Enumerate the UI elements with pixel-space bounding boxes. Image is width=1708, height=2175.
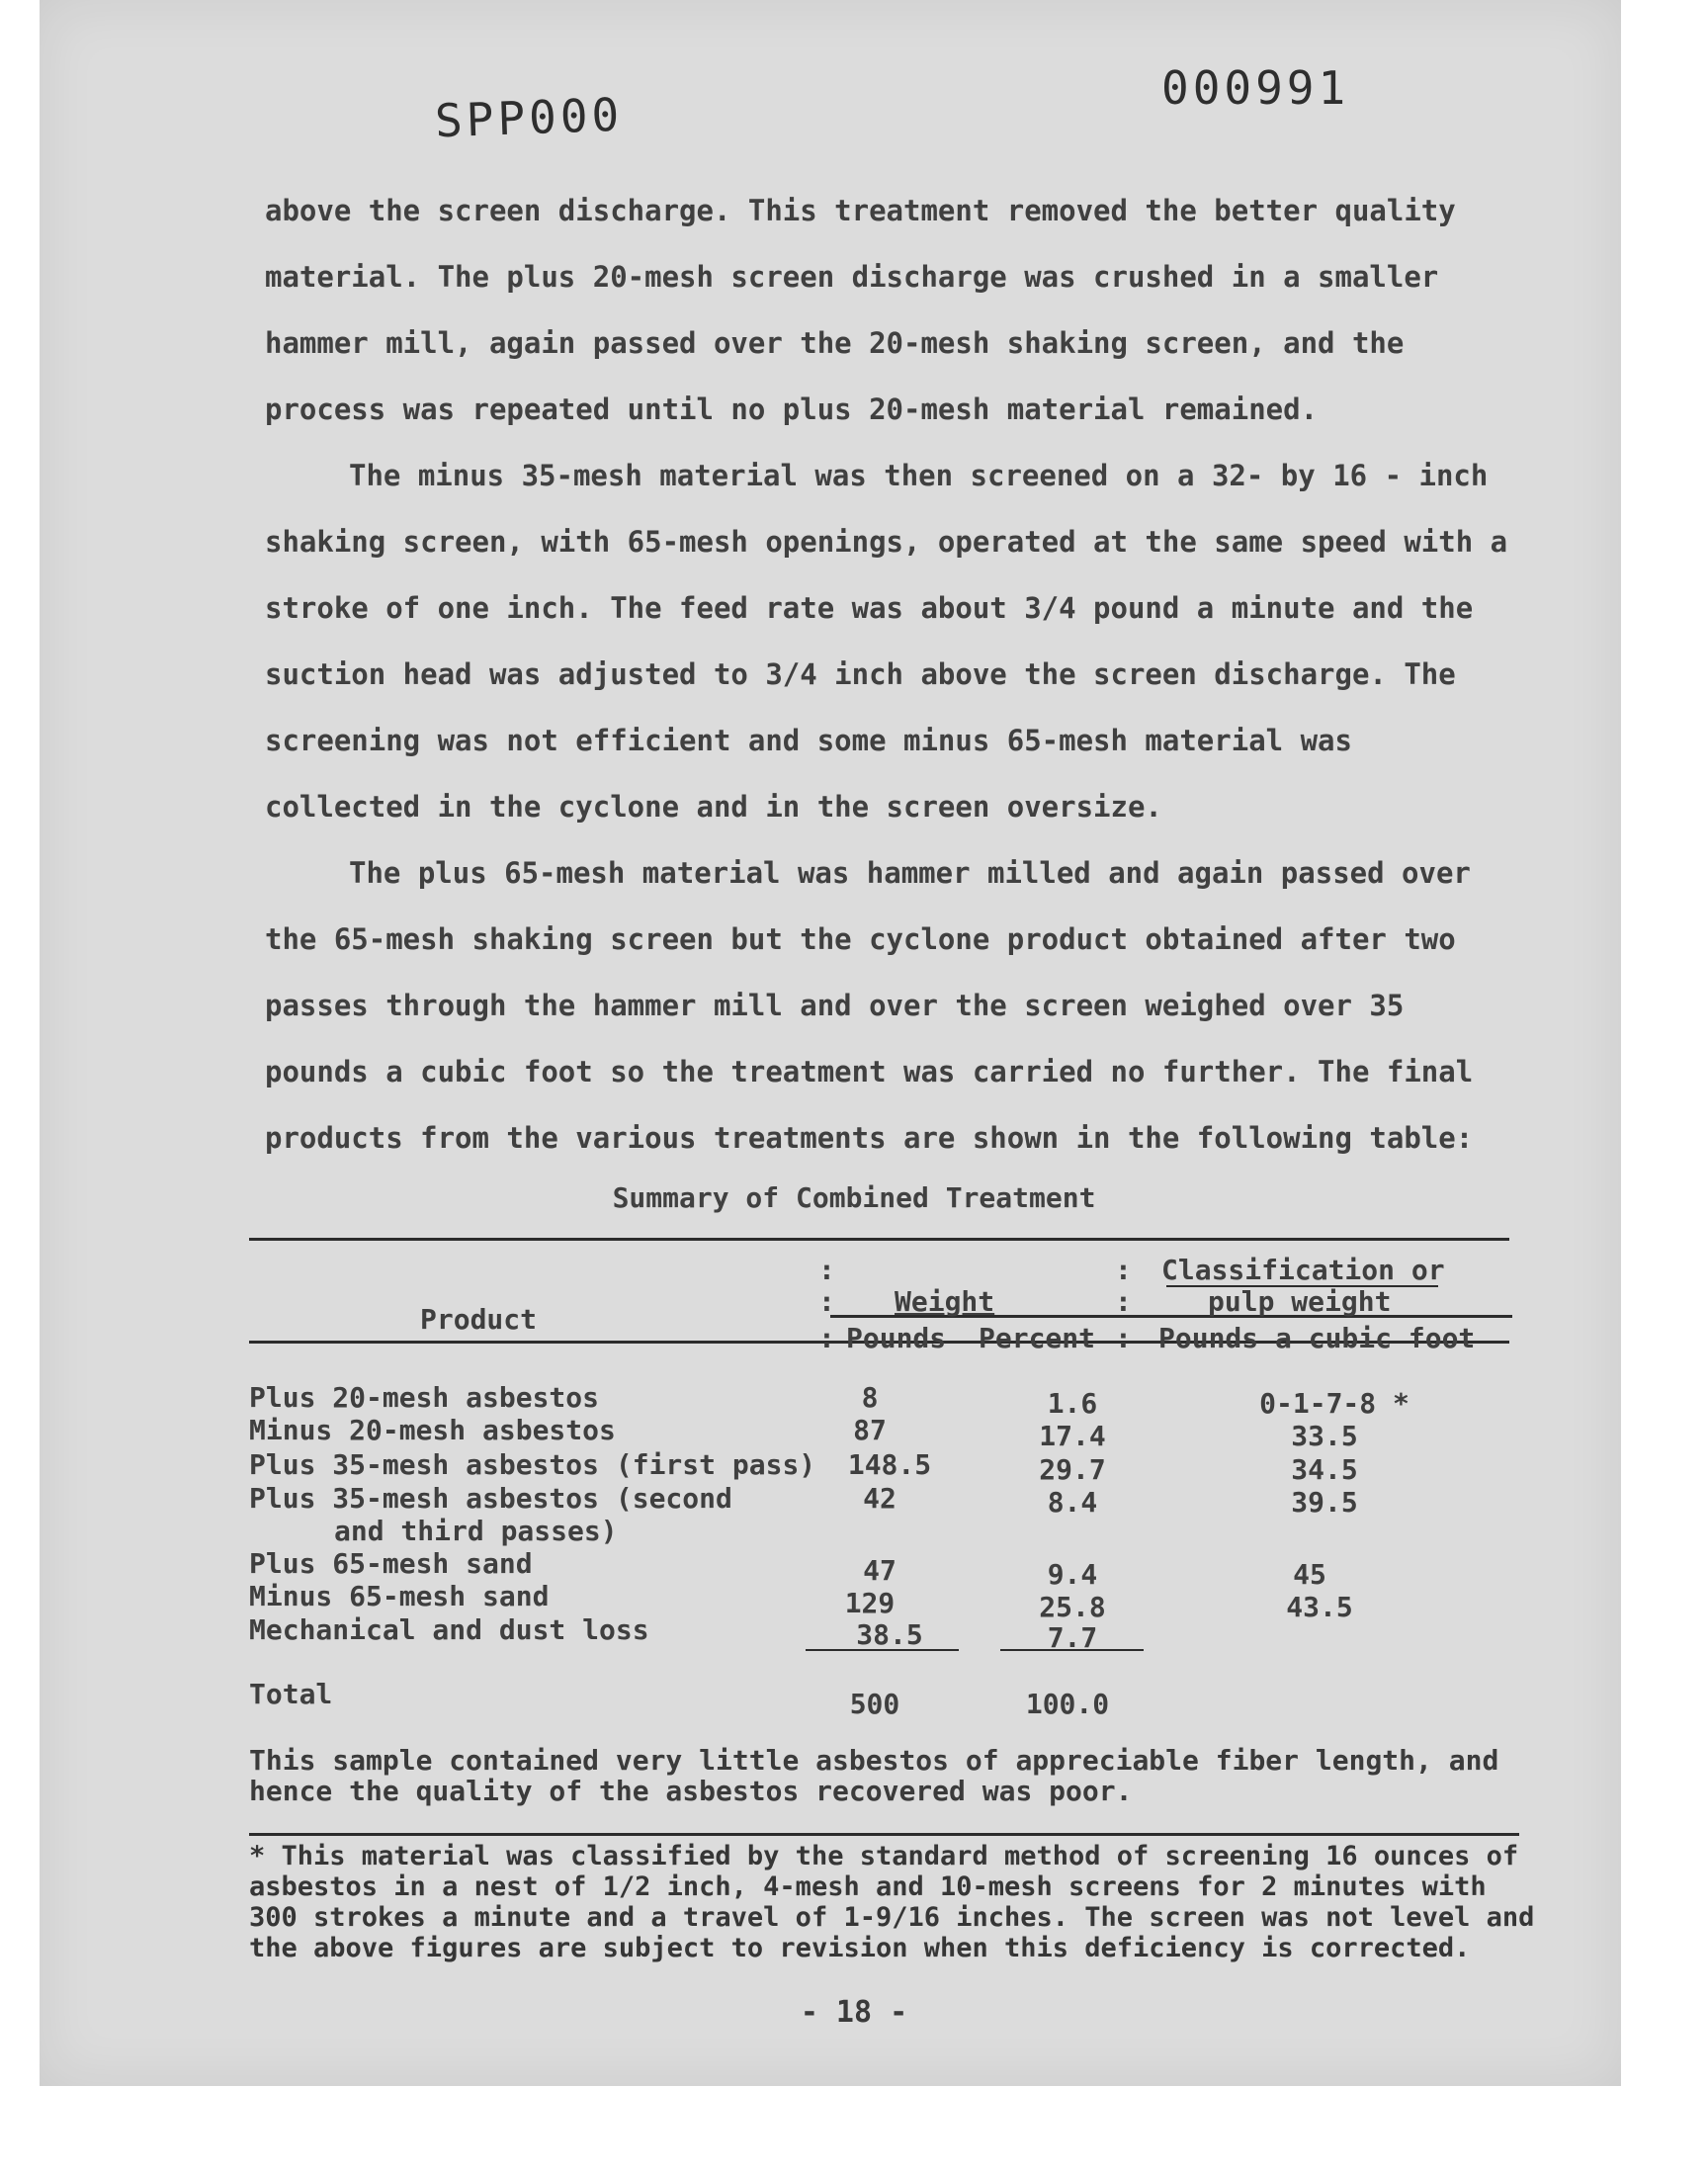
row-classification: 45	[1293, 1558, 1326, 1591]
row-percent: 8.4	[1047, 1486, 1098, 1519]
header-separator: :	[1115, 1254, 1132, 1286]
header-pounds-cubic-foot: Pounds a cubic foot	[1158, 1322, 1476, 1354]
row-classification: 43.5	[1286, 1591, 1353, 1623]
paragraph-3: The plus 65-mesh material was hammer milled and again passed over the 65-mesh shaking screen but the cyclone product obtained after two passes through the hammer mill and over the screen weighed over 35 pounds a cubic foot so the treatment was carried no further. The final products from the various treatments are shown in the following table:	[265, 856, 1474, 1155]
header-product: Product	[420, 1303, 538, 1336]
row-pounds: 87	[853, 1414, 887, 1446]
row-percent: 29.7	[1039, 1453, 1106, 1486]
sample-note: This sample contained very little asbestos of appreciable fiber length, and hence the quality of the asbestos recovered was poor.	[249, 1744, 1499, 1807]
row-pounds: 8	[861, 1381, 879, 1414]
header-pulp-weight: pulp weight	[1208, 1285, 1392, 1318]
header-separator: :	[1115, 1322, 1132, 1354]
table-top-rule	[249, 1238, 1509, 1241]
paragraph-1: above the screen discharge. This treatment removed the better quality material. The plus 20-mesh screen discharge was crushed in a smaller hammer mill, again passed over the 20-mesh shaking screen, and the process was repeated until no plus 20-mesh material remained.	[265, 194, 1456, 426]
row-percent: 17.4	[1039, 1420, 1106, 1452]
row-product: Minus 20-mesh asbestos	[249, 1414, 616, 1446]
header-separator: :	[818, 1285, 835, 1318]
footnote: * This material was classified by the standard method of screening 16 ounces of asbestos in a nest of 1/2 inch, 4-mesh and 10-mesh screens for 2 minutes with 300 strokes a minute and a travel of 1-9/16 inches. The screen was not level and the above figures are subject to revision when this deficiency is corrected.	[249, 1841, 1535, 1963]
row-percent: 1.6	[1047, 1387, 1098, 1420]
header-classification: Classification or	[1161, 1254, 1445, 1286]
header-separator: :	[818, 1254, 835, 1286]
row-product: Plus 35-mesh asbestos (second	[249, 1482, 732, 1515]
page-number: - 18 -	[800, 1995, 908, 2030]
header-weight: Weight	[895, 1285, 995, 1318]
body-text	[265, 178, 1510, 1172]
row-pounds: 148.5	[847, 1448, 932, 1481]
table-title: Summary of Combined Treatment	[612, 1181, 1096, 1214]
row-percent: 25.8	[1039, 1591, 1106, 1623]
row-percent: 9.4	[1047, 1558, 1098, 1591]
row-pounds: 129	[844, 1587, 896, 1619]
row-classification: 39.5	[1291, 1486, 1358, 1519]
row-product: Plus 35-mesh asbestos (first pass)	[249, 1448, 816, 1481]
total-percent: 100.0	[1025, 1688, 1110, 1720]
row-pounds: 38.5	[856, 1618, 923, 1651]
row-product: Minus 65-mesh sand	[249, 1580, 550, 1612]
header-percent: Percent	[979, 1322, 1096, 1354]
row-pounds: 47	[863, 1554, 897, 1587]
note-bottom-rule	[249, 1833, 1519, 1836]
paragraph-2: The minus 35-mesh material was then screened on a 32- by 16 - inch shaking screen, with 65-mesh openings, operated at the same speed with a stroke of one inch. The feed rate was about 3/4 pound a minute and the suction head was adjusted to 3/4 inch above the screen discharge. The screening was not efficient and some minus 65-mesh material was collected in the cyclone and in the screen oversize.	[265, 459, 1508, 824]
total-pounds: 500	[849, 1688, 900, 1720]
row-product-continued: and third passes)	[334, 1515, 618, 1547]
header-separator: :	[818, 1322, 835, 1354]
document-stamp-right: 000991	[1161, 61, 1350, 115]
row-pounds: 42	[863, 1482, 897, 1515]
total-label: Total	[249, 1678, 333, 1710]
row-classification: 34.5	[1291, 1453, 1358, 1486]
header-pounds: Pounds	[846, 1322, 947, 1354]
row-product: Mechanical and dust loss	[249, 1613, 649, 1646]
row-product: Plus 20-mesh asbestos	[249, 1381, 600, 1414]
row-product: Plus 65-mesh sand	[249, 1547, 533, 1580]
document-stamp-left: SPP000	[434, 87, 625, 148]
header-separator: :	[1115, 1285, 1132, 1318]
row-classification: 33.5	[1291, 1420, 1358, 1452]
row-percent: 7.7	[1047, 1621, 1098, 1654]
row-classification: 0-1-7-8 *	[1259, 1387, 1409, 1420]
